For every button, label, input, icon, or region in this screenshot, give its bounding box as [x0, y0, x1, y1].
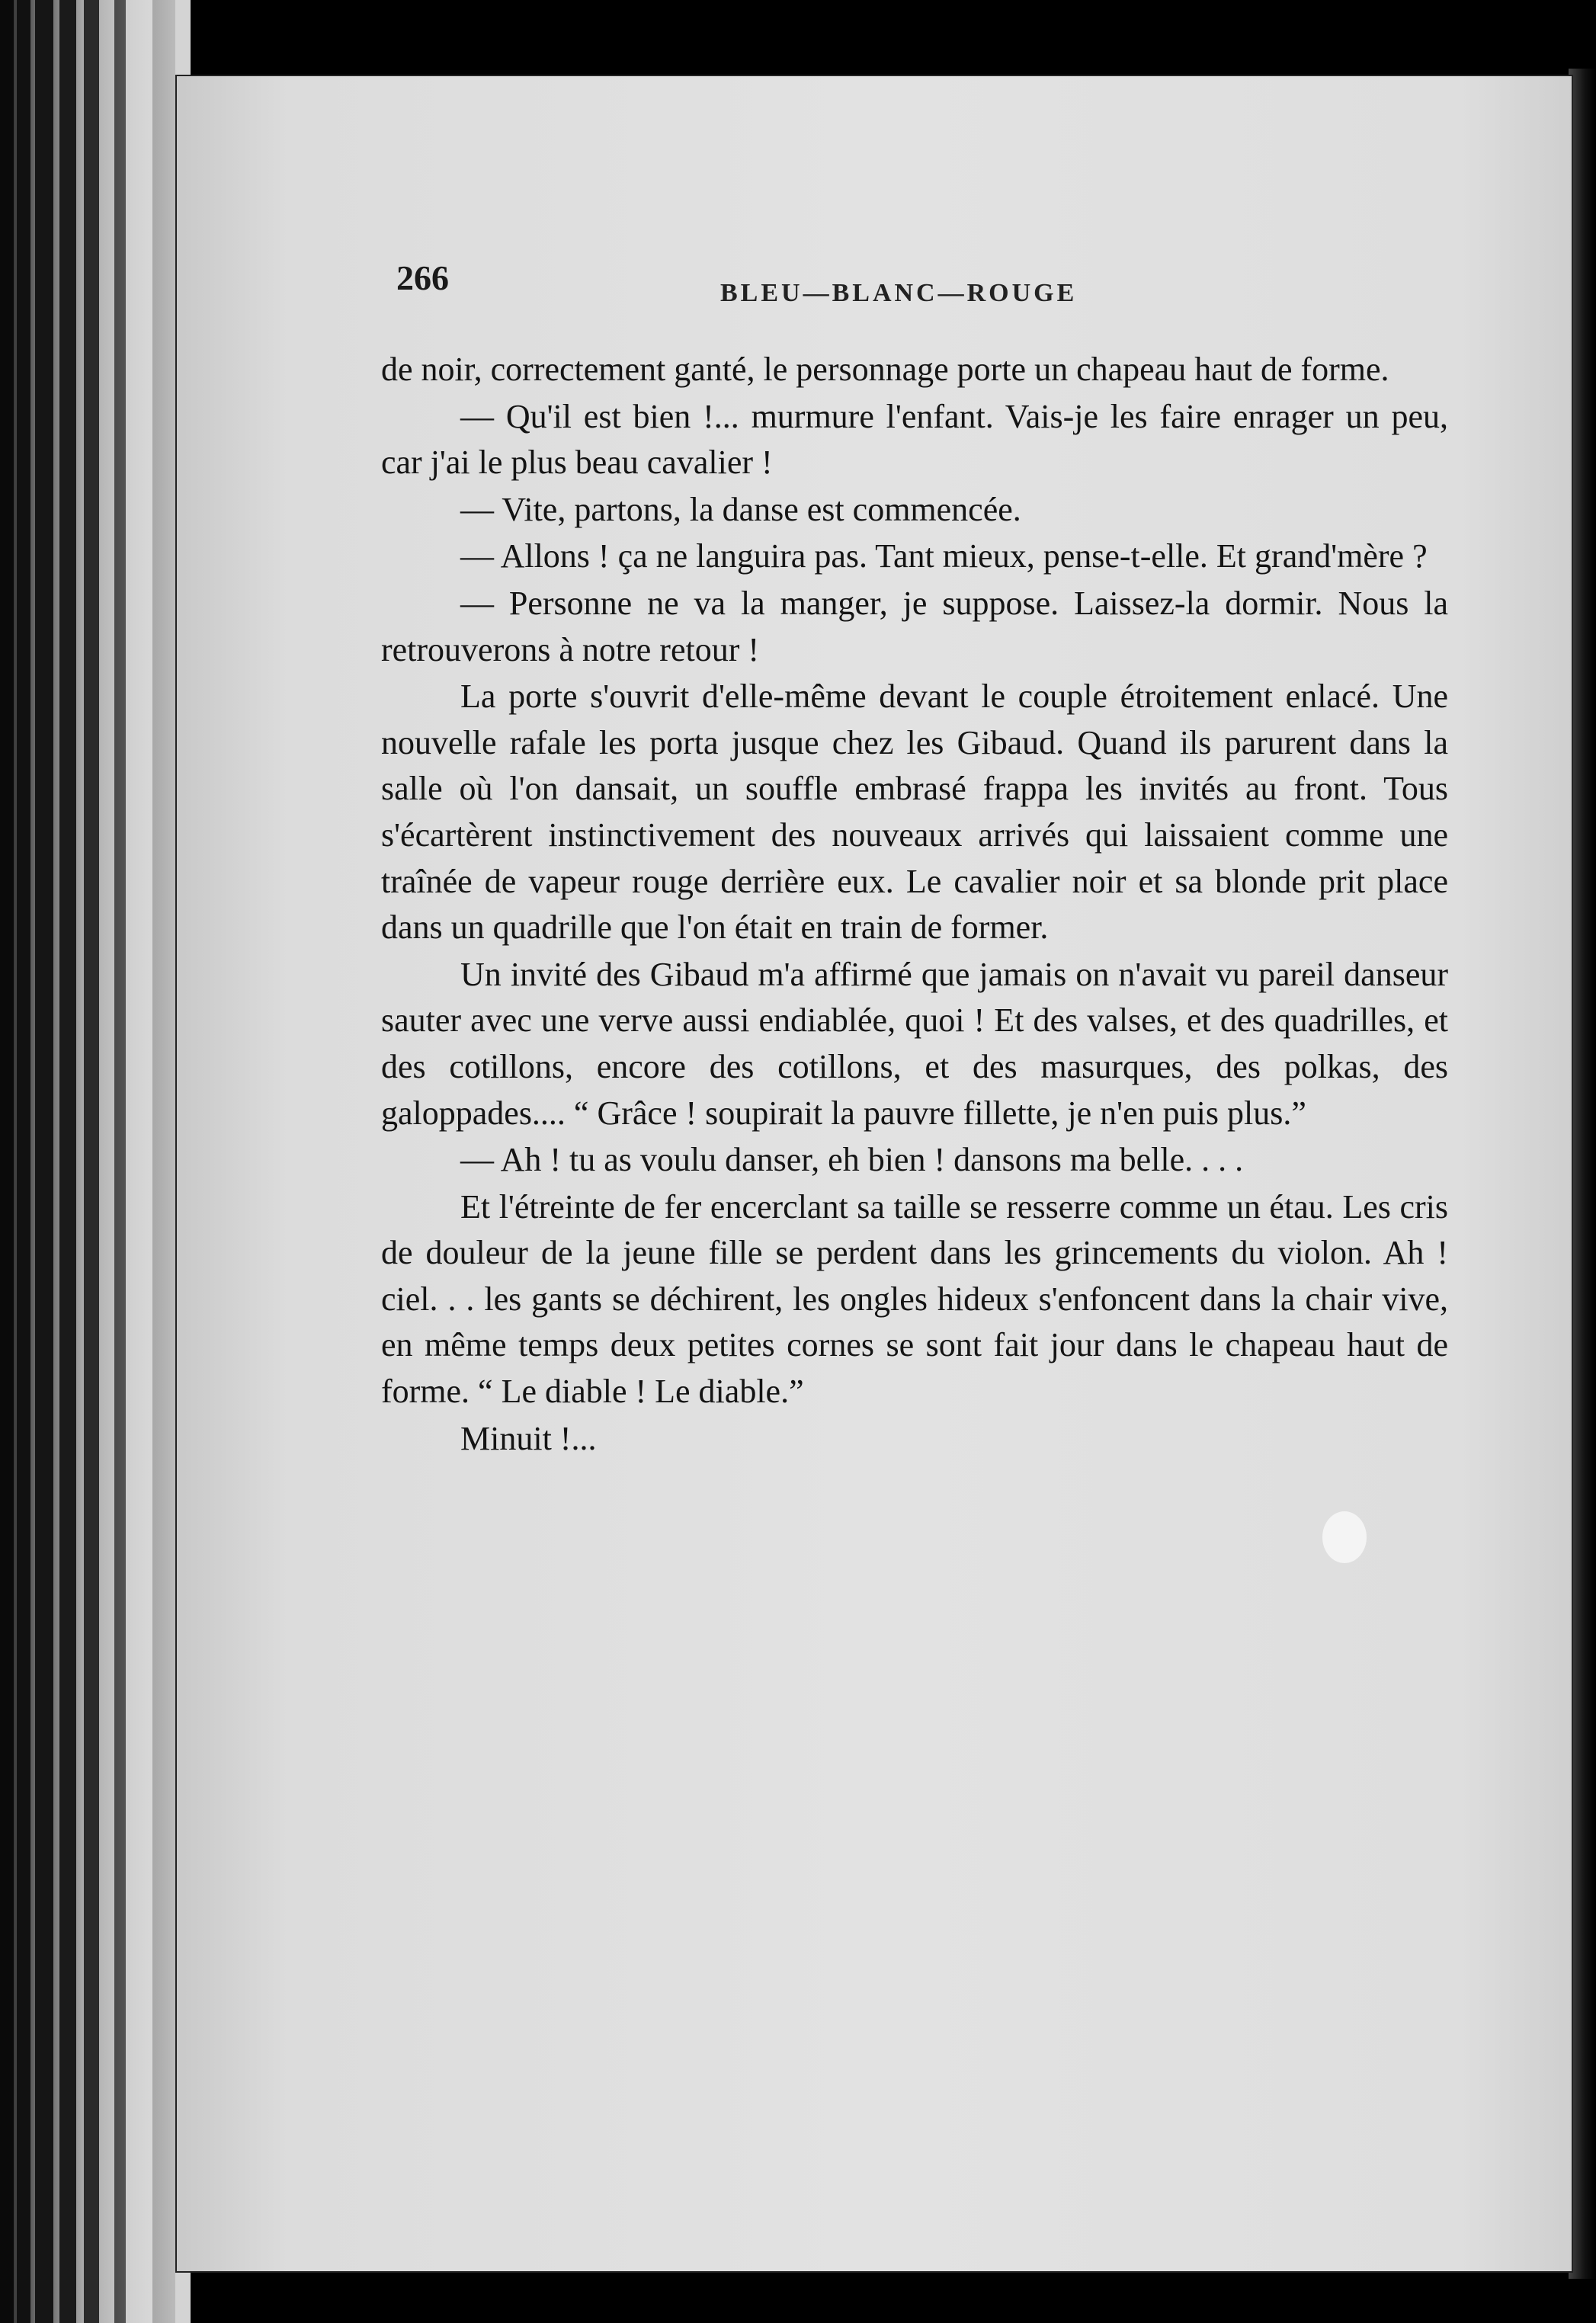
page-number: 266: [396, 258, 449, 297]
book-binding-edge: [0, 0, 191, 2323]
paragraph: — Vite, partons, la danse est commencée.: [460, 490, 1021, 528]
paragraph: Un invité des Gibaud m'a affirmé que jamais on n'avait vu pareil danseur sauter avec une verve aussi endiablée, quoi ! Et des valses, et des quadrilles, et des cotillons, encore des cotillons, et des masurques, des polkas, des galoppades.... “ Grâce ! soupirait la pauvre fillette, je n'en puis plus.”: [381, 955, 1448, 1132]
paragraph: — Ah ! tu as voulu danser, eh bien ! dansons ma belle. . . .: [460, 1141, 1244, 1179]
paragraph: La porte s'ouvrit d'elle-même devant le couple étroitement enlacé. Une nouvelle rafale les porta jusque chez les Gibaud. Quand ils parurent dans la salle où l'on dansait, un souffle embrasé frappa les invités au front. Tous s'écartèrent instinctivement des nouveaux arrivés qui laissaient comme une traînée de vapeur rouge derrière eux. Le cavalier noir et sa blonde prit place dans un quadrille que l'on était en train de former.: [381, 678, 1448, 947]
paragraph: Et l'étreinte de fer encerclant sa taille se resserre comme un étau. Les cris de douleur de la jeune fille se perdent dans les grincements du violon. Ah ! ciel. . . les gants se déchirent, les ongles hideux s'enfoncent dans la chair vive, en même temps deux petites cornes se sont fait jour dans le chapeau haut de forme. “ Le diable ! Le diable.”: [381, 1187, 1448, 1411]
paragraph: Minuit !...: [460, 1419, 597, 1457]
paragraph: de noir, correctement ganté, le personnage porte un chapeau haut de forme.: [381, 351, 1389, 388]
paragraph: — Personne ne va la manger, je suppose. Laissez-la dormir. Nous la retrouverons à notre retour !: [381, 584, 1448, 668]
paragraph: — Allons ! ça ne languira pas. Tant mieux, pense-t-elle. Et grand'mère ?: [460, 537, 1428, 575]
running-title: BLEU—BLANC—ROUGE: [720, 279, 1078, 307]
paragraph: — Qu'il est bien !... murmure l'enfant. Vais-je les faire enrager un peu, car j'ai le plus beau cavalier !: [381, 397, 1448, 482]
book-right-edge: [1569, 69, 1596, 2279]
body-text: [381, 347, 1448, 1463]
paper-blot: [1322, 1511, 1367, 1563]
